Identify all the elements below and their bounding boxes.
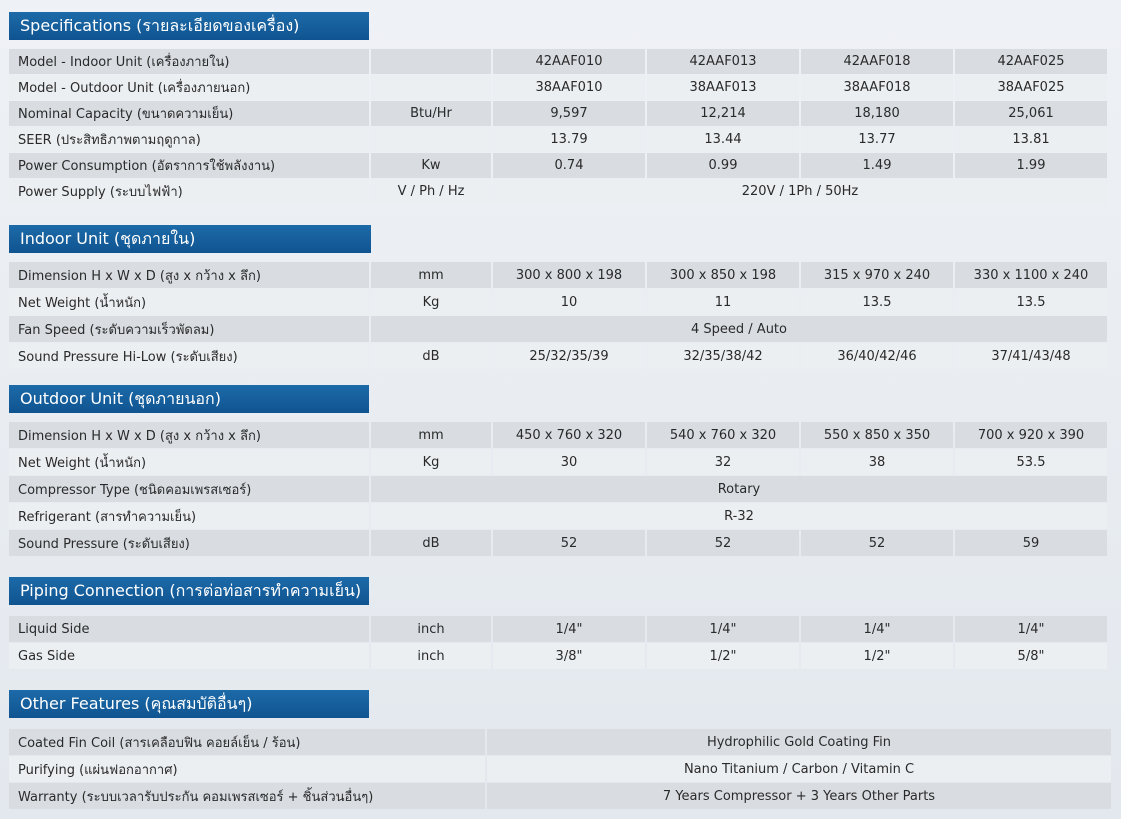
indoor-table <box>9 262 1111 369</box>
row-value: 4 Speed / Auto <box>371 316 1107 342</box>
specifications-header: Specifications (รายละเอียดของเครื่อง) <box>9 12 369 40</box>
row-value: 300 x 850 x 198 <box>647 262 799 288</box>
outdoor-header: Outdoor Unit (ชุดภายนอก) <box>9 385 369 413</box>
table-row <box>9 729 1111 755</box>
row-label: Sound Pressure (ระดับเสียง) <box>9 530 369 556</box>
indoor-section <box>9 225 1111 370</box>
row-value: 38AAF013 <box>647 75 799 100</box>
row-value: 52 <box>493 530 645 556</box>
table-row <box>9 127 1111 152</box>
row-unit: Kg <box>371 289 491 315</box>
table-row <box>9 343 1111 369</box>
row-unit: V / Ph / Hz <box>371 179 491 204</box>
piping-header: Piping Connection (การต่อท่อสารทำความเย็น) <box>9 577 369 605</box>
row-value: 0.99 <box>647 153 799 178</box>
row-value: 13.5 <box>955 289 1107 315</box>
row-unit: Kw <box>371 153 491 178</box>
row-unit: mm <box>371 422 491 448</box>
row-value: 32/35/38/42 <box>647 343 799 369</box>
table-row <box>9 449 1111 475</box>
row-unit: Kg <box>371 449 491 475</box>
row-value: 11 <box>647 289 799 315</box>
row-value: 13.44 <box>647 127 799 152</box>
table-row <box>9 783 1111 809</box>
row-value: 32 <box>647 449 799 475</box>
row-value: 13.5 <box>801 289 953 315</box>
row-label: Net Weight (น้ำหนัก) <box>9 289 369 315</box>
table-row <box>9 289 1111 315</box>
row-value: 36/40/42/46 <box>801 343 953 369</box>
row-value: 540 x 760 x 320 <box>647 422 799 448</box>
row-unit <box>371 75 491 100</box>
row-label: Gas Side <box>9 643 369 669</box>
row-label: SEER (ประสิทธิภาพตามฤดูกาล) <box>9 127 369 152</box>
row-value: 9,597 <box>493 101 645 126</box>
row-unit: mm <box>371 262 491 288</box>
row-label: Refrigerant (สารทำความเย็น) <box>9 503 369 529</box>
row-value: 30 <box>493 449 645 475</box>
row-label: Power Consumption (อัตราการใช้พลังงาน) <box>9 153 369 178</box>
table-row <box>9 422 1111 448</box>
table-row <box>9 316 1111 342</box>
row-label: Fan Speed (ระดับความเร็วพัดลม) <box>9 316 369 342</box>
row-value: 450 x 760 x 320 <box>493 422 645 448</box>
row-value: 42AAF018 <box>801 49 953 74</box>
other-features-table <box>9 729 1111 809</box>
row-value: Hydrophilic Gold Coating Fin <box>487 729 1111 755</box>
row-value: 5/8" <box>955 643 1107 669</box>
row-label: Compressor Type (ชนิดคอมเพรสเซอร์) <box>9 476 369 502</box>
row-unit: dB <box>371 343 491 369</box>
row-value: 300 x 800 x 198 <box>493 262 645 288</box>
row-unit: inch <box>371 616 491 642</box>
row-value: 13.77 <box>801 127 953 152</box>
row-value: 13.81 <box>955 127 1107 152</box>
row-value: 13.79 <box>493 127 645 152</box>
row-value: 315 x 970 x 240 <box>801 262 953 288</box>
row-value: 38AAF025 <box>955 75 1107 100</box>
row-value: 59 <box>955 530 1107 556</box>
row-value: 25/32/35/39 <box>493 343 645 369</box>
table-row <box>9 616 1111 642</box>
row-label: Power Supply (ระบบไฟฟ้า) <box>9 179 369 204</box>
row-unit <box>371 127 491 152</box>
row-label: Purifying (แผ่นฟอกอากาศ) <box>9 756 485 782</box>
row-value: 220V / 1Ph / 50Hz <box>493 179 1107 204</box>
row-label: Coated Fin Coil (สารเคลือบฟิน คอยล์เย็น / ร้อน) <box>9 729 485 755</box>
piping-section <box>9 577 1111 670</box>
row-value: 38 <box>801 449 953 475</box>
row-label: Liquid Side <box>9 616 369 642</box>
outdoor-section <box>9 385 1111 557</box>
row-value: 1/4" <box>493 616 645 642</box>
row-value: 330 x 1100 x 240 <box>955 262 1107 288</box>
row-value: Rotary <box>371 476 1107 502</box>
row-value: 38AAF018 <box>801 75 953 100</box>
row-value: 42AAF013 <box>647 49 799 74</box>
table-row <box>9 49 1111 74</box>
table-row <box>9 503 1111 529</box>
row-value: 1/4" <box>801 616 953 642</box>
row-label: Warranty (ระบบเวลารับประกัน คอมเพรสเซอร์ + ชิ้นส่วนอื่นๆ) <box>9 783 485 809</box>
row-value: 52 <box>647 530 799 556</box>
row-value: 42AAF010 <box>493 49 645 74</box>
table-row <box>9 476 1111 502</box>
indoor-header: Indoor Unit (ชุดภายใน) <box>9 225 371 253</box>
table-row <box>9 262 1111 288</box>
row-label: Net Weight (น้ำหนัก) <box>9 449 369 475</box>
row-label: Model - Outdoor Unit (เครื่องภายนอก) <box>9 75 369 100</box>
row-value: 12,214 <box>647 101 799 126</box>
row-value: 53.5 <box>955 449 1107 475</box>
row-label: Dimension H x W x D (สูง x กว้าง x ลึก) <box>9 422 369 448</box>
row-value: 1/4" <box>955 616 1107 642</box>
row-value: 18,180 <box>801 101 953 126</box>
table-row <box>9 101 1111 126</box>
row-value: 1.49 <box>801 153 953 178</box>
row-value: R-32 <box>371 503 1107 529</box>
specifications-table <box>9 49 1111 204</box>
row-value: 550 x 850 x 350 <box>801 422 953 448</box>
table-row <box>9 643 1111 669</box>
other-features-header: Other Features (คุณสมบัติอื่นๆ) <box>9 690 369 718</box>
row-unit: Btu/Hr <box>371 101 491 126</box>
row-unit: dB <box>371 530 491 556</box>
row-value: Nano Titanium / Carbon / Vitamin C <box>487 756 1111 782</box>
row-unit <box>371 49 491 74</box>
row-value: 1.99 <box>955 153 1107 178</box>
row-value: 52 <box>801 530 953 556</box>
row-value: 1/2" <box>647 643 799 669</box>
specifications-section <box>9 12 1111 205</box>
table-row <box>9 75 1111 100</box>
row-label: Sound Pressure Hi-Low (ระดับเสียง) <box>9 343 369 369</box>
table-row <box>9 756 1111 782</box>
row-value: 0.74 <box>493 153 645 178</box>
table-row <box>9 179 1111 204</box>
row-value: 42AAF025 <box>955 49 1107 74</box>
piping-table <box>9 616 1111 669</box>
row-value: 10 <box>493 289 645 315</box>
row-label: Dimension H x W x D (สูง x กว้าง x ลึก) <box>9 262 369 288</box>
table-row <box>9 153 1111 178</box>
row-label: Nominal Capacity (ขนาดความเย็น) <box>9 101 369 126</box>
row-value: 7 Years Compressor + 3 Years Other Parts <box>487 783 1111 809</box>
row-unit: inch <box>371 643 491 669</box>
row-label: Model - Indoor Unit (เครื่องภายใน) <box>9 49 369 74</box>
outdoor-table <box>9 422 1111 556</box>
other-features-section <box>9 690 1111 810</box>
row-value: 37/41/43/48 <box>955 343 1107 369</box>
row-value: 25,061 <box>955 101 1107 126</box>
row-value: 1/2" <box>801 643 953 669</box>
table-row <box>9 530 1111 556</box>
row-value: 38AAF010 <box>493 75 645 100</box>
row-value: 3/8" <box>493 643 645 669</box>
row-value: 1/4" <box>647 616 799 642</box>
row-value: 700 x 920 x 390 <box>955 422 1107 448</box>
